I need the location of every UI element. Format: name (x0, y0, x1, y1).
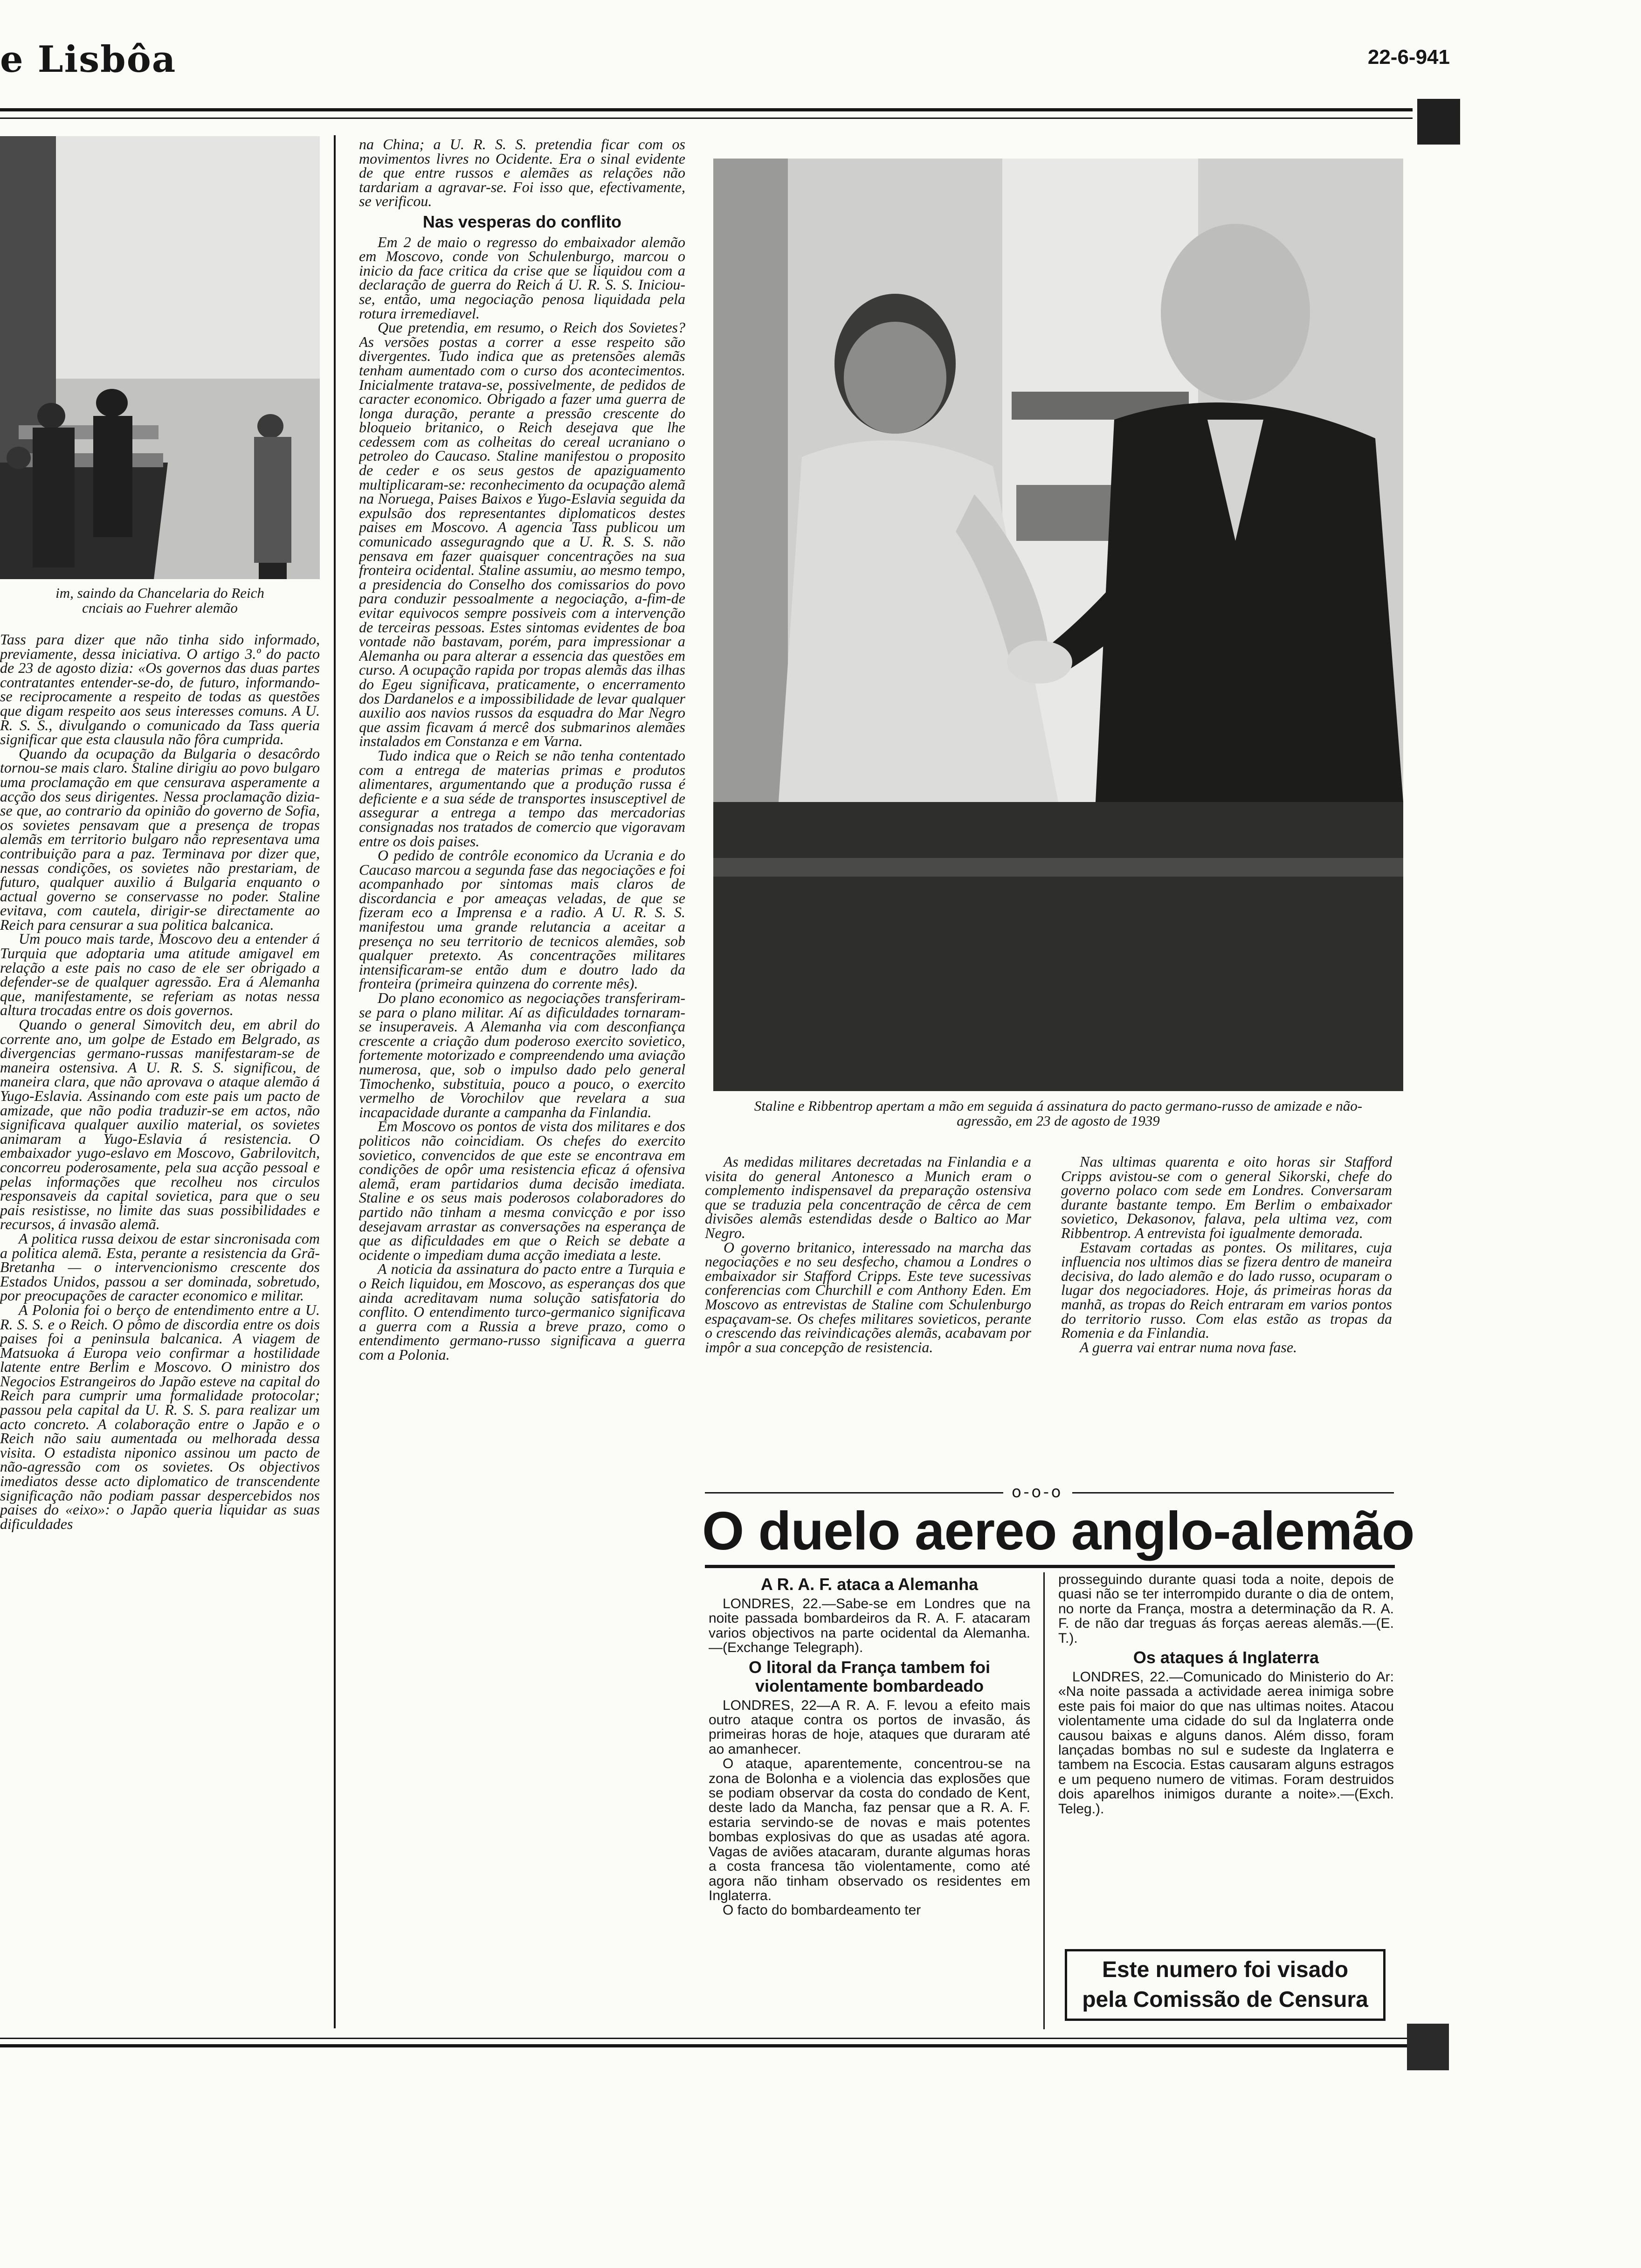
article-paragraph: Em Moscovo os pontos de vista dos militares e dos politicos não coincidiam. Os chefes do exercito sovietico, convencidos de que este se encontrava em condições de opôr uma resistencia eficaz á ofensiva alemã, eram partidarios duma decisão imediata. Staline e os seus mais poderosos colaboradores do partido não tinham a mesma convicção e por isso desejavam arrastar as conversações na esperança de que as dificuldades em que o Reich se debate a ocidente o impediam duma acção imediata a leste. (359, 1118, 685, 1263)
article-paragraph: Tudo indica que o Reich se não tenha contentado com a entrega de materias primas e produtos alimentares, argumentando que a produção russa é deficiente e a sua séde de transportes insusceptivel de assegurar a entrega a tempo das mercadorias consignadas nos tratados de comercio que vigoravam entre os dois paises. (359, 747, 685, 850)
air-duel-headline: O duelo aereo anglo-alemão (702, 1500, 1414, 1561)
stalin-ribbentrop-photo-image (713, 159, 1403, 1091)
section-subhead: O litoral da França tambem foi violentamente bombardeado (748, 1657, 991, 1695)
masthead-date: 22-6-941 (1367, 46, 1450, 69)
chancellery-photo-caption: im, saindo da Chancelaria do Reich cnciais ao Fuehrer alemão (55, 585, 264, 616)
corner-registration-mark (1417, 99, 1460, 145)
article-paragraph: Do plano economico as negociações transferiram-se para o plano militar. Aí as dificuldades tornaram-se insuperaveis. A Alemanha via com desconfiança crescente a criação dum poderoso exercito sovietico, fortemente motorizado e compreendendo uma aviação numerosa, que, sob o impulso dado pelo general Timochenko, substituia, pouco a pouco, o exercito vermelho de Vorochilov que revelara a sua incapacidade durante a campanha da Finlandia. (359, 989, 685, 1120)
air-duel-right-column (1058, 1572, 1394, 1894)
article-paragraph: A Polonia foi o berço de entendimento entre a U. R. S. S. e o Reich. O pômo de discordia entre os dois paises foi a peninsula balcanica. A viagem de Matsuoka á Europa veio confirmar a hostilidade latente entre Berlim e Moscovo. O ministro dos Negocios Estrangeiros do Japão esteve na capital do Reich para cumprir uma formalidade protocolar; passou pela capital da U. R. S. S. para realizar um acto concreto. A colaboração entre o Japão e o Reich não saiu aumentada ou melhorada dessa visita. O estadista niponico assinou um pacto de não-agressão com os sovietes. Os objectivos imediatos desse acto diplomatico de transcendente significação não podiam passar despercebidos nos paises do «eixo»: o Japão queria liquidar as suas dificuldades (0, 1301, 320, 1532)
left-article-column (0, 632, 320, 2031)
section-subhead: Nas vesperas do conflito (422, 212, 622, 231)
article-paragraph: Que pretendia, em resumo, o Reich dos Sovietes? As versões postas a correr a esse respeito são divergentes. Tudo indica que as pretensões alemãs tenham aumentado com o curso dos acontecimentos. Inicialmente tratava-se, possivelmente, de pedidos de caracter economico. Obrigado a fazer uma guerra de longa duração, perante a pressão crescente do bloqueio britanico, o Reich desejava que lhe cedessem com as colheitas do cereal ucraniano o petroleo do Caucaso. Staline manifestou o proposito de ceder e os seus gestos de apaziguamento multiplicaram-se: reconhecimento da ocupação alemã na Noruega, Paises Baixos e Yugo-Eslavia seguida da expulsão dos representantes diplomaticos destes paises em Moscovo. A agencia Tass publicou um comunicado asseguragndo que a U. R. S. S. não pensava em fazer quaisquer concentrações na sua fronteira ocidental. Staline assumiu, ao mesmo tempo, a presidencia do Conselho dos comissarios do povo para conduzir pessoalmente a negociação, a-fim-de evitar equivocos sempre possiveis com a intervenção de terceiras pessoas. Estes sintomas evidentes de boa vontade não bastavam, porém, para impressionar a Alemanha ou para alterar a essencia das questões em curso. A ocupação rapida por tropas alemãs das ilhas do Egeu significava, praticamente, o encerramento dos Dardanelos e a impossibilidade de levar qualquer auxilio aos navios russos da esquadra do Mar Negro que assim ficavam á mercê dos submarinos alemães instalados em Constanza e em Varna. (359, 319, 685, 750)
article-paragraph: O governo britanico, interessado na marcha das negociações e no seu desfecho, chamou a Londres o embaixador sir Stafford Cripps. Este teve sucessivas conferencias com Churchill e com Anthony Eden. Em Moscovo as entrevistas de Staline com Schulenburgo espaçavam-se. Os chefes militares sovieticos, perante o crescendo das reivindicações alemãs, acabavam por impôr a sua concepção de resistencia. (705, 1238, 1031, 1355)
article-paragraph: Em 2 de maio o regresso do embaixador alemão em Moscovo, conde von Schulenburgo, marcou o inicio da face critica da crise que se liquidou com a declaração de guerra do Reich á U. R. S. S. Iniciou-se, então, uma negociação penosa liquidada pela rotura irremediavel. (359, 233, 685, 322)
article-paragraph: Um pouco mais tarde, Moscovo deu a entender á Turquia que adoptaria uma atitude amigavel em relação a este pais no caso de ele ser obrigado a defender-se de qualquer agressão. Era á Alemanha que, manifestamente, se referiam as notas nessa altura trocadas entre os dois governos. (0, 930, 320, 1019)
stalin-ribbentrop-photo (713, 159, 1403, 1091)
article-paragraph: Nas ultimas quarenta e oito horas sir Stafford Cripps avistou-se com o general Sikorski, chefe do governo polaco com sede em Londres. Conversaram durante bastante tempo. Em Berlim o embaixador sovietico, Dekasonov, falava, pela ultima vez, com Ribbentrop. A entrevista foi igualmente demorada. (1061, 1155, 1392, 1241)
article-paragraph: O facto do bombardeamento ter (723, 1902, 921, 1918)
article-paragraph: prosseguindo durante quasi toda a noite, depois de quasi não se ter interrompido durante o dia de ontem, no norte da França, mostra a determinação da R. A. F. de não dar treguas ás forças aereas alemãs.—(E. T.). (1058, 1572, 1394, 1646)
stalin-ribbentrop-caption: Staline e Ribbentrop apertam a mão em seguida á assinatura do pacto germano-russo de amizade e não-agressão, em 23 de agosto de 1939 (754, 1098, 1363, 1129)
article-paragraph: LONDRES, 22.—Sabe-se em Londres que na noite passada bombardeiros da R. A. F. atacaram varios objectivos na parte ocidental da Alemanha.—(Exchange Telegraph). (709, 1596, 1030, 1656)
article-paragraph: LONDRES, 22—A R. A. F. levou a efeito mais outro ataque contra os portos de invasão, ás primeiras horas de hoje, ataques que duraram até ao amanhecer. (709, 1697, 1030, 1757)
middle-article-column (359, 137, 685, 2030)
article-paragraph: LONDRES, 22.—Comunicado do Ministerio do Ar: «Na noite passada a actividade aerea inimiga sobre este pais foi maior do que nas ultimas noites. Atacou violentamente uma cidade do sul da Inglaterra onde causou baixas e alguns danos. Além disso, foram lançadas bombas no sul e sudeste da Inglaterra e tambem na Escocia. Estas causaram alguns estragos e um pequeno numero de vitimas. Foram destruidos dois aparelhos inimigos durante a noite».—(Exch. Teleg.). (1058, 1669, 1394, 1817)
article-paragraph: Quando da ocupação da Bulgaria o desacôrdo tornou-se mais claro. Staline dirigiu ao povo bulgaro uma proclamação em que censurava asperamente a acção dos seus dirigentes. Nessa proclamação dizia-se que, ao contrario da opinião do governo de Sofia, os sovietes pensavam que a presença de tropas alemãs em territorio bulgaro não representava uma contribuição para a paz. Terminava por dizer que, nessas condições, os sovietes não prestariam, de futuro, qualquer auxilio á Bulgaria enquanto o actual governo se conservasse no poder. Staline evitava, com cautela, dirigir-se directamente ao Reich para censurar a sua politica balcanica. (0, 745, 320, 933)
article-paragraph: A guerra vai entrar numa nova fase. (1080, 1338, 1297, 1355)
headline-underline (705, 1565, 1395, 1568)
article-paragraph: O ataque, aparentemente, concentrou-se na zona de Bolonha e a violencia das explosões que se podiam observar da costa do condado de Kent, deste lado da Mancha, faz pensar que a R. A. F. estaria servindo-se de novas e mais potentes bombas explosivas do que as usadas até agora. Vagas de aviões atacaram, durante algumas horas a costa francesa tão violentamente, como até agora não tinham observado os residentes em Inglaterra. (709, 1756, 1030, 1903)
censor-stamp (1065, 1949, 1386, 2021)
article-paragraph: Quando o general Simovitch deu, em abril do corrente ano, um golpe de Estado em Belgrado, as divergencias germano-russas manifestaram-se de maneira ostensiva. A U. R. S. S. significou, de maneira clara, que não aprovava o ataque alemão á Yugo-Eslavia. Assinando com este pais um pacto de amizade, que não podia traduzir-se em actos, não significava qualquer auxilio material, os sovietes animaram a Yugo-Eslavia á resistencia. O embaixador yugo-eslavo em Moscovo, Gabrilovitch, concorreu poderosamente, pela sua acção pessoal e pelas informações que recolheu nos circulos responsaveis da capital sovietica, para que o seu pais resistisse, no limite das suas possibilidades e recursos, á invasão alemã. (0, 1016, 320, 1233)
censor-stamp-line: Este numero foi visado (1102, 1957, 1349, 1982)
article-paragraph: A politica russa deixou de estar sincronisada com a politica alemã. Esta, perante a resistencia da Grã-Bretanha — o intervencionismo crescente dos Estados Unidos, passou a ser dominada, sobretudo, por preocupações de caracter economico e militar. (0, 1230, 320, 1304)
article-paragraph: na China; a U. R. S. S. pretendia ficar com os movimentos livres no Ocidente. Era o sinal evidente de que entre russos e alemães as relações não tardariam a agravar-se. Foi isso que, efectivamente, se verificou. (359, 137, 685, 210)
column-divider (334, 135, 336, 2028)
chancellery-photo-image (0, 136, 320, 579)
section-divider-right (1072, 1492, 1394, 1494)
corner-registration-mark (1407, 2024, 1449, 2070)
right-lower-right-column (1061, 1155, 1392, 1481)
bottom-rule (0, 2044, 1413, 2047)
section-ornament: o-o-o (1012, 1483, 1063, 1501)
air-duel-left-column (709, 1572, 1030, 2029)
section-subhead: A R. A. F. ataca a Alemanha (760, 1575, 979, 1594)
section-divider-left (705, 1492, 1003, 1494)
top-rule-thin (0, 118, 1413, 119)
article-paragraph: As medidas militares decretadas na Finlandia e a visita do general Antonesco a Munich eram o complemento indispensavel da preparação ostensiva que se traduzia pela concentração de cêrca de cem divisões alemãs estendidas desde o Baltico ao Mar Negro. (705, 1155, 1031, 1241)
column-divider (1043, 1572, 1045, 2029)
section-subhead: Os ataques á Inglaterra (1133, 1648, 1319, 1667)
bottom-rule-thin (0, 2038, 1413, 2039)
chancellery-photo (0, 136, 320, 579)
top-rule (0, 108, 1413, 111)
censor-stamp-line: pela Comissão de Censura (1082, 1987, 1368, 2012)
masthead-title: e Lisbôa (0, 38, 177, 81)
article-paragraph: Tass para dizer que não tinha sido informado, previamente, dessa iniciativa. O artigo 3.º do pacto de 23 de agosto dizia: «Os governos das duas partes contratantes entender-se-do, de futuro, informando-se reciprocamente a respeito de todas as questões que digam respeito aos seus interesses comuns. A U. R. S. S., divulgando o comunicado da Tass queria significar que esta clausula não fôra cumprida. (0, 632, 320, 748)
article-paragraph: Estavam cortadas as pontes. Os militares, cuja influencia nos ultimos dias se fizera dentro de maneira decisiva, do lado alemão e do lado russo, ocuparam o lugar dos negociadores. Hoje, ás primeiras horas da manhã, as tropas do Reich entraram em varios pontos do territorio russo. Com elas estão as tropas da Romenia e da Finlandia. (1061, 1238, 1392, 1341)
article-paragraph: O pedido de contrôle economico da Ucrania e do Caucaso marcou a segunda fase das negociações e foi acompanhado por sintomas mais claros de discordancia e por ameaças veladas, de que se fizeram eco a Imprensa e a radio. A U. R. S. S. manifestou uma grande relutancia a aceitar a presença no seu territorio de tecnicos alemães, sob qualquer pretexto. As concentrações militares intensificaram-se então dum e doutro lado da fronteira (primeira quinzena do corrente mês). (359, 847, 685, 992)
article-paragraph: A noticia da assinatura do pacto entre a Turquia e o Reich liquidou, em Moscovo, as esperanças dos que ainda acreditavam numa solução satisfatoria do conflito. O entendimento turco-germanico significava a guerra com a Russia a breve prazo, como o entendimento germano-russo significava a guerra com a Polonia. (359, 1260, 685, 1363)
right-lower-left-column (705, 1155, 1031, 1481)
